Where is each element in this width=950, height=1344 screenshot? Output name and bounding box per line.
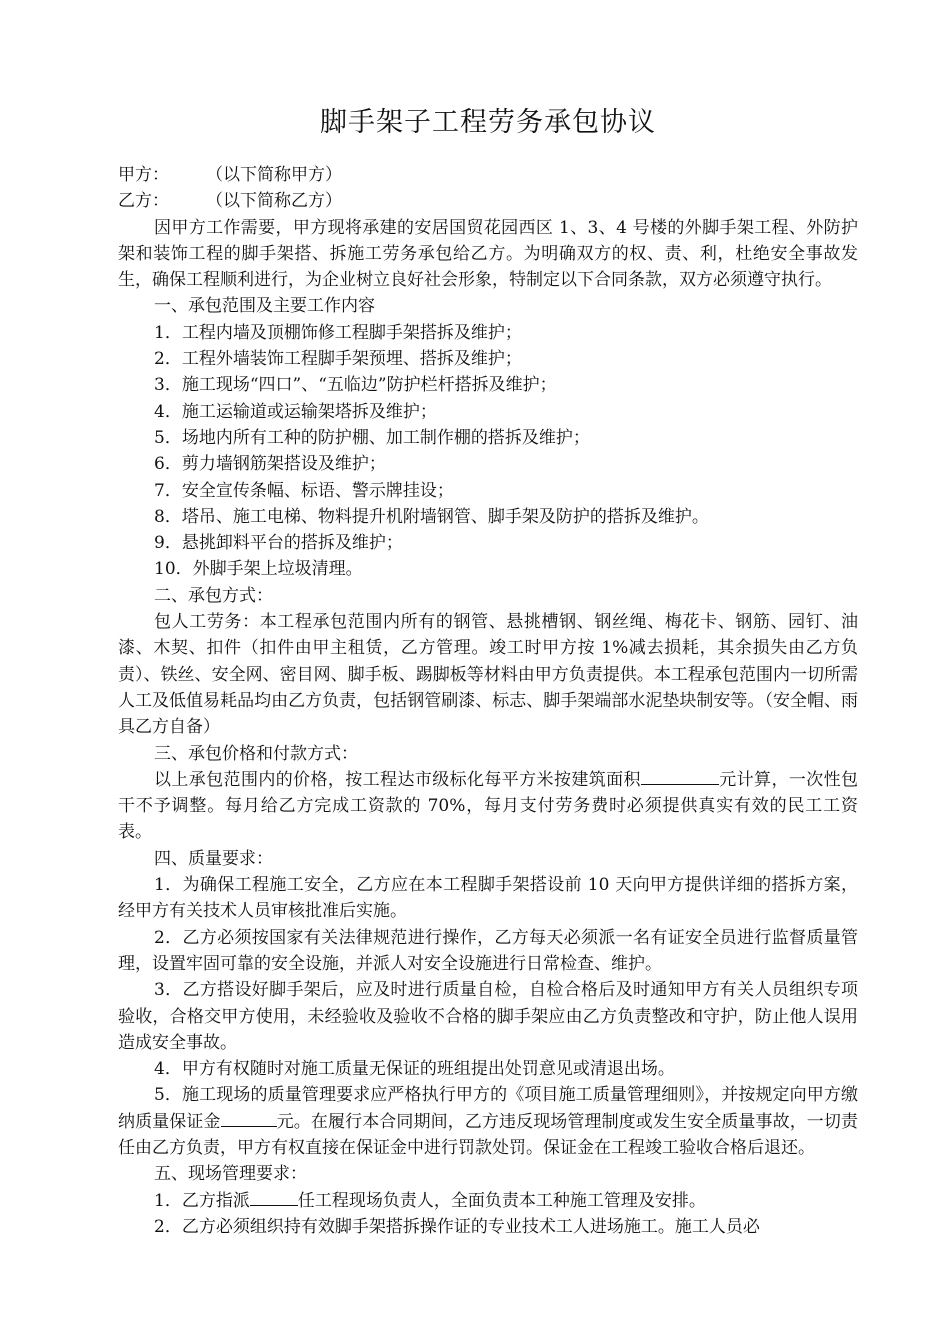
section2-heading: 二、承包方式： [154, 585, 273, 606]
party-a-note: （以下简称甲方） [206, 165, 342, 185]
section1-heading: 一、承包范围及主要工作内容 [154, 296, 375, 317]
party-b-label: 乙方： [118, 191, 169, 212]
deposit-blank [221, 1110, 277, 1127]
section1-item: 7．安全宣传条幅、标语、警示牌挂设； [154, 480, 454, 501]
section1-item: 4．施工运输道或运输架塔拆及维护； [154, 401, 437, 422]
section4-heading: 四、质量要求： [154, 848, 273, 869]
section3-text-after: 元计算，一次性包干不予调整。每月给乙方完成工资款的 70%，每月支付劳务费时必须提供真实有效的民工工资表。 [118, 769, 858, 843]
section4-item: 4．甲方有权随时对施工质量无保证的班组提出处罚意见或清退出场。 [154, 1059, 675, 1080]
section5-item [118, 1188, 858, 1214]
section5-heading: 五、现场管理要求： [154, 1164, 307, 1185]
section4-item5-after: 元。在履行本合同期间，乙方违反现场管理制度或发生安全质量事故，一切责任由乙方负责，甲方有权直接在保证金中进行罚款处罚。保证金在工程竣工验收合格后退还。 [118, 1111, 858, 1158]
section1-item: 1．工程内墙及顶棚饰修工程脚手架搭拆及维护； [154, 322, 522, 343]
price-blank [641, 768, 719, 785]
section1-item: 6．剪力墙钢筋架搭设及维护； [154, 454, 386, 475]
party-a-label: 甲方： [118, 165, 169, 185]
section1-item: 2．工程外墙装饰工程脚手架预埋、搭拆及维护； [154, 349, 522, 370]
section5-item1-after: 任工程现场负责人，全面负责本工种施工管理及安排。 [297, 1190, 706, 1211]
party-b-line [118, 188, 858, 214]
section4-item5-before: 5．施工现场的质量管理要求应严格执行甲方的《项目施工质量管理细则》，并按规定向甲方缴纳质量保证金 [118, 1085, 858, 1132]
section1-item: 10．外脚手架上垃圾清理。 [154, 559, 363, 580]
section3-text-before: 以上承包范围内的价格，按工程达市级标化每平方米按建筑面积 [154, 769, 641, 790]
section3-body [118, 767, 858, 846]
section1-item: 3．施工现场“四口”、“五临边”防护栏杆搭拆及维护； [154, 375, 557, 396]
document-page [118, 104, 858, 1240]
section4-item [118, 1082, 858, 1161]
section3-heading: 三、承包价格和付款方式： [154, 743, 358, 764]
party-a-line [118, 162, 858, 188]
section1-item: 8．塔吊、施工电梯、物料提升机附墙钢管、脚手架及防护的搭拆及维护。 [154, 506, 709, 527]
document-title: 脚手架子工程劳务承包协议 [320, 107, 656, 138]
section4-item: 3．乙方搭设好脚手架后，应及时进行质量自检，自检合格后及时通知甲方有关人员组织专项验收，合格交甲方使用，未经验收及验收不合格的脚手架应由乙方负责整改和守护，防止他人误用造成安全事故。 [118, 980, 858, 1053]
party-b-note: （以下简称乙方） [206, 191, 342, 212]
manager-blank [250, 1189, 298, 1206]
section5-item1-before: 1．乙方指派 [154, 1190, 250, 1211]
section4-item: 2．乙方必须按国家有关法律规范进行操作，乙方每天必须派一名有证安全员进行监督质量管理，设置牢固可靠的安全设施，并派人对安全设施进行日常检查、维护。 [118, 927, 858, 974]
intro-paragraph: 因甲方工作需要，甲方现将承建的安居国贸花园西区 1、3、4 号楼的外脚手架工程、外防护架和装饰工程的脚手架搭、拆施工劳务承包给乙方。为明确双方的权、责、利，杜绝安全事故发生，确保工程顺利进行，为企业树立良好社会形象，特制定以下合同条款，双方必须遵守执行。 [118, 217, 858, 291]
section1-item: 5．场地内所有工种的防护棚、加工制作棚的搭拆及维护； [154, 427, 590, 448]
section2-body: 包人工劳务：本工程承包范围内所有的钢管、悬挑槽钢、钢丝绳、梅花卡、钢筋、园钉、油漆、木契、扣件（扣件由甲主租赁，乙方管理。竣工时甲方按 1%减去损耗，其余损失由乙方负责）、铁丝、安全网、密目网、脚手板、踢脚板等材料由甲方负责提供。本工程承包范围内一切所需人工及低值易耗品均由乙方负责，包括钢管刷漆、标志、脚手架端部水泥垫块制安等。（安全帽、雨具乙方自备） [118, 612, 858, 738]
section5-item: 2．乙方必须组织持有效脚手架搭拆操作证的专业技术工人进场施工。施工人员必 [154, 1216, 760, 1237]
section1-item: 9．悬挑卸料平台的搭拆及维护； [154, 533, 403, 554]
section4-item: 1．为确保工程施工安全，乙方应在本工程脚手架搭设前 10 天向甲方提供详细的搭拆方案，经甲方有关技术人员审核批准后实施。 [118, 875, 858, 922]
